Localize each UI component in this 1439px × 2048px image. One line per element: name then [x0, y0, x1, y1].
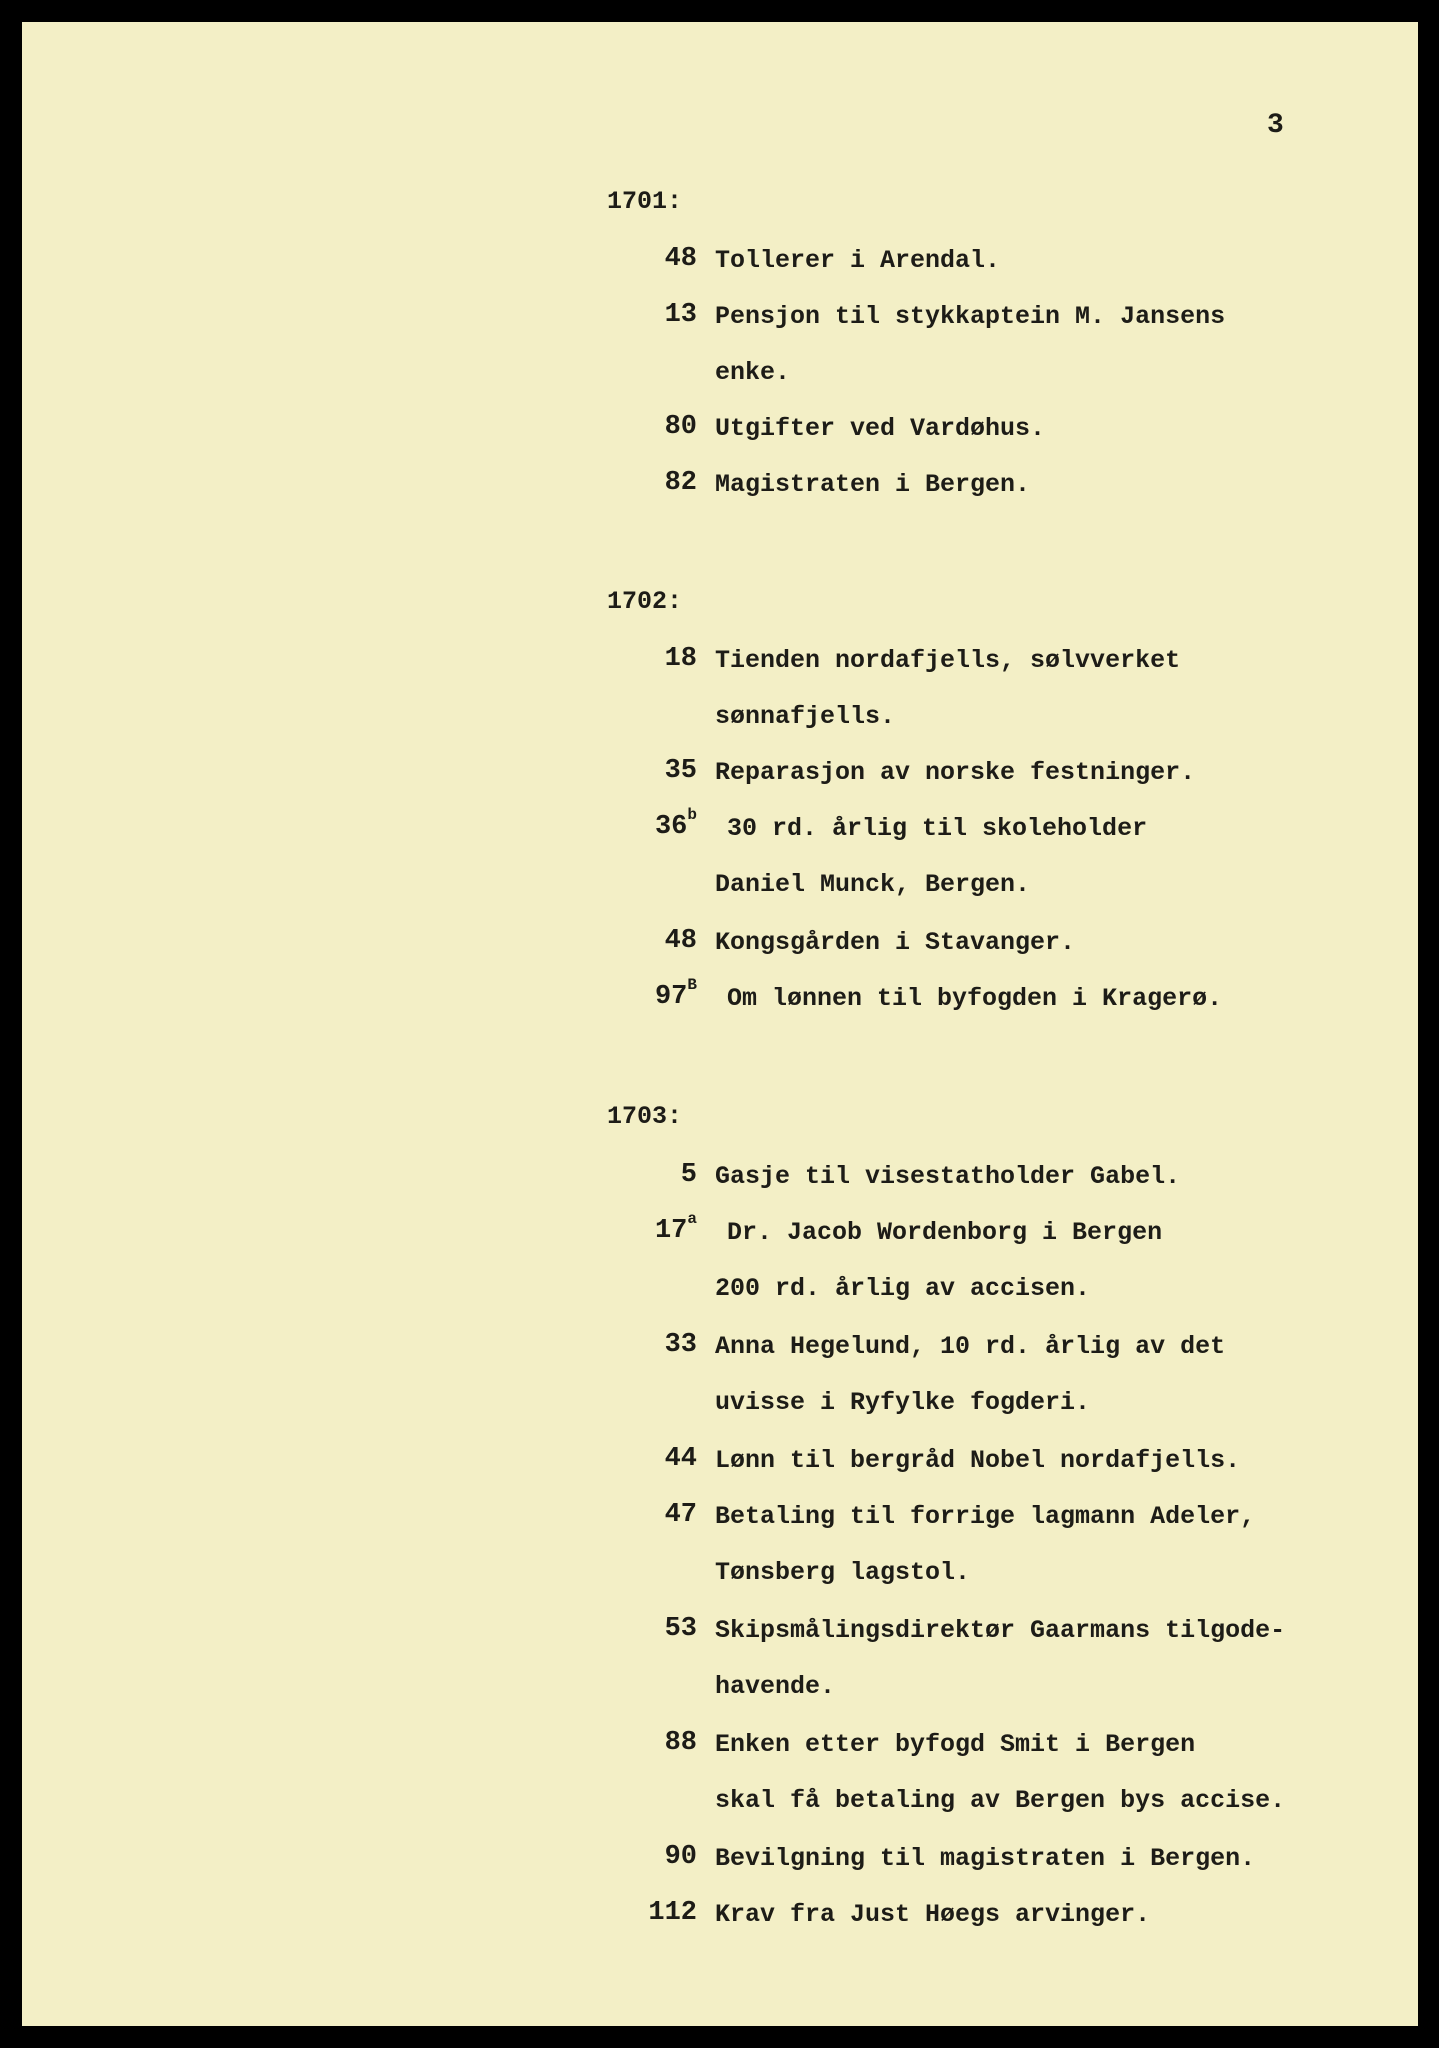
- entry-number: [627, 976, 697, 1012]
- entry-row: [627, 1210, 1387, 1303]
- entry-number-value: 17: [654, 1216, 688, 1246]
- entry-number-value: 36: [654, 812, 688, 842]
- entry-number-value: 44: [664, 1444, 697, 1474]
- entry-number: [627, 1330, 697, 1360]
- entry-number-value: 48: [664, 926, 697, 956]
- entry-number-value: 48: [664, 244, 697, 274]
- document-page: [22, 22, 1418, 2026]
- entry-text: Tollerer i Arendal.: [715, 246, 1001, 275]
- entry-number-value: 82: [664, 468, 697, 498]
- entry-number: [627, 756, 697, 786]
- entry-row: [627, 1160, 1387, 1216]
- entry-text: Skipsmålingsdirektør Gaarmans tilgode-: [715, 1616, 1286, 1645]
- entry-number-value: 18: [664, 644, 697, 674]
- entry-text: Bevilgning til magistraten i Bergen.: [715, 1844, 1256, 1873]
- entry-text: Kongsgården i Stavanger.: [715, 928, 1076, 957]
- entry-row: [627, 468, 1387, 524]
- entry-number: [627, 1160, 697, 1190]
- typed-index-list: [22, 22, 1418, 2026]
- entry-number-value: 112: [648, 1898, 697, 1928]
- entry-row: [627, 1444, 1387, 1500]
- entry-text: Utgifter ved Vardøhus.: [715, 414, 1046, 443]
- entry-number: [627, 468, 697, 498]
- entry-number-suffix: a: [687, 1210, 697, 1228]
- entry-row: [627, 976, 1387, 1038]
- entry-number-value: 33: [664, 1330, 697, 1360]
- entry-number: [627, 806, 697, 842]
- entry-text-continuation: uvisse i Ryfylke fogderi.: [715, 1388, 1091, 1417]
- entry-number: [627, 1614, 697, 1644]
- entry-row: [627, 1500, 1387, 1587]
- entry-number: [627, 926, 697, 956]
- entry-text-continuation: sønnafjells.: [715, 702, 896, 731]
- entry-text-continuation: havende.: [715, 1672, 836, 1701]
- entry-number-value: 13: [664, 300, 697, 330]
- entry-text-continuation: Tønsberg lagstol.: [715, 1558, 971, 1587]
- entry-row: [627, 644, 1387, 731]
- entry-number-value: 35: [664, 756, 697, 786]
- entry-number: [627, 1444, 697, 1474]
- entry-row: [627, 1842, 1387, 1898]
- entry-number: [627, 244, 697, 274]
- entry-text: Lønn til bergråd Nobel nordafjells.: [715, 1446, 1241, 1475]
- entry-text: 30 rd. årlig til skoleholder: [727, 814, 1148, 843]
- entry-text-continuation: skal få betaling av Bergen bys accise.: [715, 1786, 1286, 1815]
- entry-text: Reparasjon av norske festninger.: [715, 758, 1196, 787]
- year-heading: 1701:: [607, 187, 683, 216]
- entry-text: Dr. Jacob Wordenborg i Bergen: [727, 1218, 1163, 1247]
- entry-text-continuation: enke.: [715, 358, 791, 387]
- entry-number: [627, 1898, 697, 1928]
- entry-number-value: 53: [664, 1614, 697, 1644]
- entry-text: Krav fra Just Høegs arvinger.: [715, 1900, 1151, 1929]
- entry-number-value: 97: [654, 982, 688, 1012]
- entry-text-continuation: 200 rd. årlig av accisen.: [715, 1274, 1091, 1303]
- year-heading: 1703:: [607, 1102, 683, 1131]
- entry-number-suffix: b: [687, 806, 697, 824]
- entry-row: [627, 412, 1387, 468]
- entry-number-value: 80: [664, 412, 697, 442]
- entry-number: [627, 1728, 697, 1758]
- entry-text: Enken etter byfogd Smit i Bergen: [715, 1730, 1196, 1759]
- entry-number-value: 47: [664, 1500, 697, 1530]
- year-heading: 1702:: [607, 587, 683, 616]
- entry-number-value: 5: [680, 1160, 697, 1190]
- entry-number: [627, 1842, 697, 1872]
- entry-text: Magistraten i Bergen.: [715, 470, 1031, 499]
- entry-row: [627, 756, 1387, 812]
- entry-text-continuation: Daniel Munck, Bergen.: [715, 870, 1031, 899]
- entry-number-suffix: B: [687, 976, 697, 994]
- entry-text: Pensjon til stykkaptein M. Jansens: [715, 302, 1226, 331]
- entry-number: [627, 1210, 697, 1246]
- entry-text: Tienden nordafjells, sølvverket: [715, 646, 1181, 675]
- page-number: 3: [1267, 110, 1284, 141]
- entry-row: [627, 1728, 1387, 1815]
- entry-row: [627, 244, 1387, 300]
- entry-text: Anna Hegelund, 10 rd. årlig av det: [715, 1332, 1226, 1361]
- entry-number: [627, 644, 697, 674]
- entry-text: Gasje til visestatholder Gabel.: [715, 1162, 1181, 1191]
- entry-row: [627, 1330, 1387, 1417]
- entry-text: Om lønnen til byfogden i Kragerø.: [727, 984, 1223, 1013]
- entry-row: [627, 1614, 1387, 1701]
- entry-row: [627, 806, 1387, 899]
- entry-row: [627, 926, 1387, 982]
- entry-number-value: 90: [664, 1842, 697, 1872]
- entry-row: [627, 300, 1387, 387]
- entry-number: [627, 1500, 697, 1530]
- entry-number-value: 88: [664, 1728, 697, 1758]
- entry-text: Betaling til forrige lagmann Adeler,: [715, 1502, 1256, 1531]
- entry-number: [627, 300, 697, 330]
- entry-number: [627, 412, 697, 442]
- entry-row: [627, 1898, 1387, 1954]
